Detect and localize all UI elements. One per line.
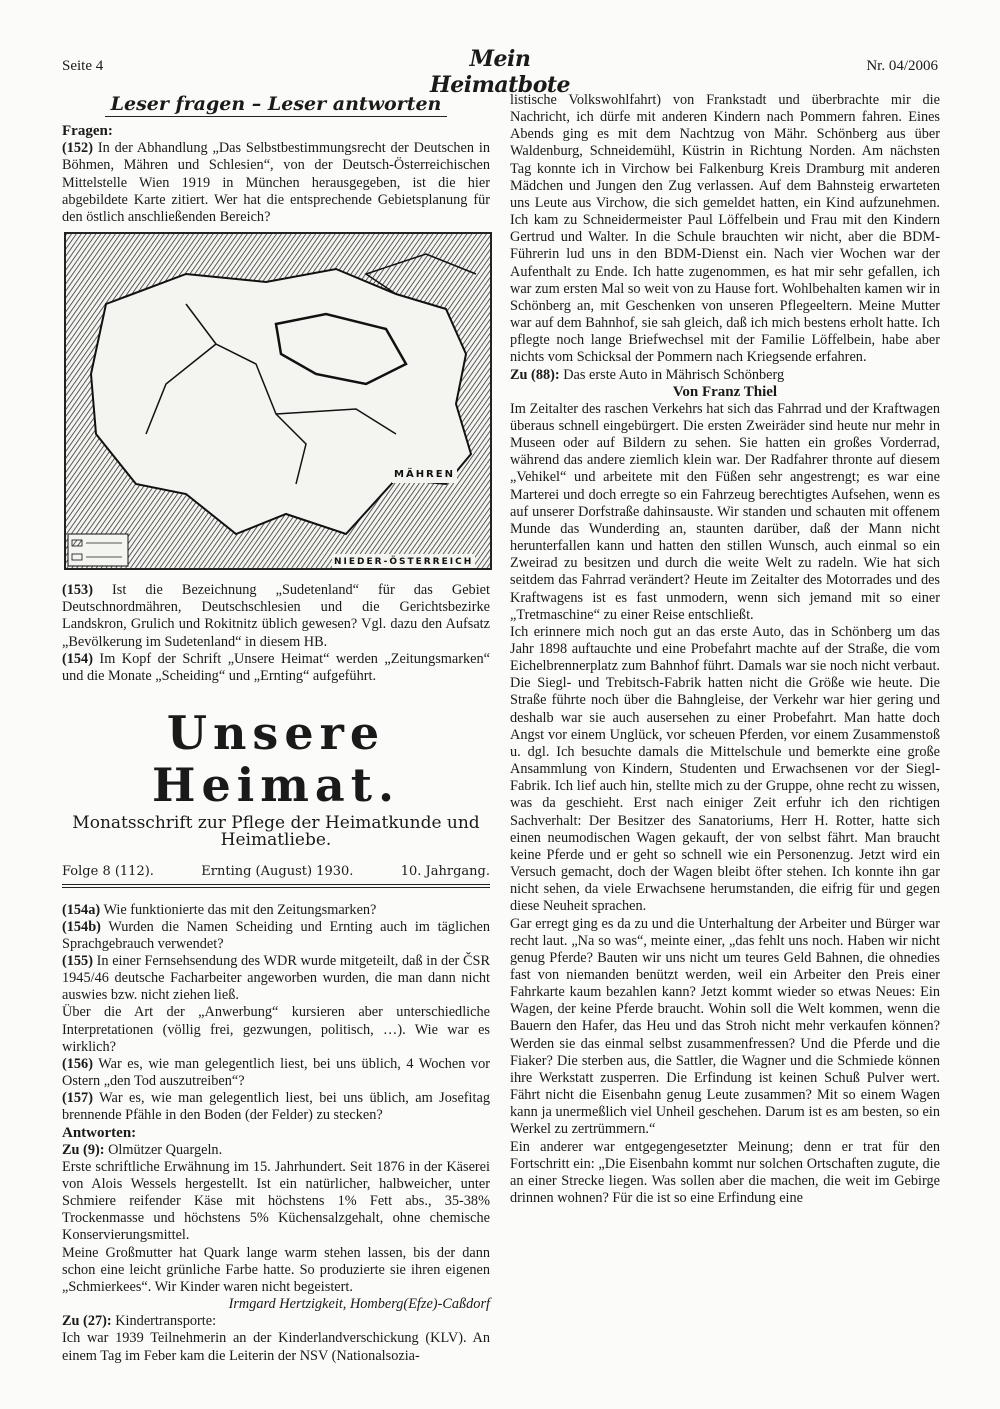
masthead-title: Unsere Heimat. [152, 706, 400, 813]
article-byline: Von Franz Thiel [672, 383, 778, 400]
map-label-niederoesterreich: NIEDER-ÖSTERREICH [332, 554, 475, 570]
historical-map [64, 232, 492, 570]
answer-27-continued: listische Volkswohlfahrt) von Frankstadt und überbrachte mir die Nachricht, ich dürfe mit anderen Kindern nach Pommern fahren. Eines Abends ging es mit dem Nachtzug von Mähr. Schönberg aus über Waldenburg, Schneidemühl, Küstrin in Richtung Norden. Am nächsten Tag konnte ich in Virchow bei Falkenburg Kreis Dramburg mit anderen Mädchen und Jungen den Zug verlassen. Auf dem Bahnsteig erwarteten uns Leute aus Virchow, die sich gemeldet hatten, ein Kind aufzunehmen. Ich kam zu Schneidermeister Paul Löffelbein und Frau mit den Kindern Gertrud und Walter. In die Schule brauchten wir nicht, aber die BDM-Führerin lud uns in den BDM-Dienst ein. Nach vier Wochen war der Aufenthalt zu Ende. Ich hatte zugenommen, es hat mir sehr gefallen, ich war zum ersten Mal so weit von zu Hause fort. Wohlbehalten kamen wir in Schönberg an, mit Geschenken von unseren Pflegeeltern. Meine Mutter war auf dem Bahnhof, sie sah gleich, daß ich mich bestens erholt hatte. Ich pflegte noch lange Briefwechsel mit der Familie Löffelbein, habe aber nichts vom Schicksal der Pommern nach Kriegsende erfahren. [510, 92, 940, 366]
answer-9-text: Erste schriftliche Erwähnung im 15. Jahrhundert. Seit 1876 in der Käserei von Alois Wessels hergestellt. Ist ein natürlicher, halbweicher, unter Schmiere reifender Käse mit höchstens 1% Fett abs., 35-38% Trockenmasse und höchstens 5% Küchensalzgehalt, ohne chemische Konservierungsmittel. [62, 1158, 490, 1244]
question-155: (155) In einer Fernsehsendung des WDR wurde mitgeteilt, daß in der ČSR 1945/46 deutsche Facharbeiter angeworben wurden, die man dann nicht auswies bzw. nicht ziehen ließ. [62, 952, 490, 1004]
question-154: (154) Im Kopf der Schrift „Unsere Heimat“ werden „Zeitungsmarken“ und die Monate „Scheiding“ und „Ernting“ aufgeführt. [62, 650, 490, 684]
article-paragraph-4: Ein anderer war entgegengesetzter Meinung; denn er trat für den Fortschritt ein: „Die Eisenbahn kommt nur solchen Ortschaften zugute, die an einer Strecke liegen. Was sollen aber die machen, die weit im Gebirge drinnen wohnen? Für die ist so eine Erfindung eine [510, 1138, 940, 1206]
map-label-maehren: MÄHREN [392, 466, 457, 483]
masthead-logo: Mein Heimatbote [429, 46, 571, 98]
article-paragraph-1: Im Zeitalter des raschen Verkehrs hat sich das Fahrrad und der Kraftwagen überaus schnell eingebürgert. Die ersten Zweiräder sind heute nur mehr in Museen oder auf Bildern zu sehen. Sie hatten ein großes Vorderrad, während das andere ziemlich klein war. Der Radfahrer thronte auf diesem „Vehikel“ und arbeitete mit den Füßen sehr angestrengt; es war eine Marterei und doch erregte so ein Fahrzeug berechtigtes Aufsehen, wenn es auf unserer Dorfstraße dahinsauste. Wir standen und schauten mit offenem Munde das Wunderding an, staunten darüber, daß der Mann nicht herunterfallen kann und hatten den stillen Wunsch, auch einmal so ein Zweirad zu besitzen und durch die weite Welt zu radeln. Wie hat sich seitdem das Fahrrad verändert? Heute im Zeitalter des Motorrades und des Kraftwagens ist es fast unmodern, wenn sich jemand mit so einer „Tretmaschine“ zu einer Reise entschließt. [510, 400, 940, 623]
question-157: (157) War es, wie man gelegentlich liest, bei uns üblich, am Josefitag brennende Pfähle in den Boden (der Felder) zu stecken? [62, 1090, 490, 1124]
question-154b: (154b) Wurden die Namen Scheiding und Ernting auch im täglichen Sprachgebrauch verwendet? [62, 918, 490, 952]
unsere-heimat-masthead [62, 707, 490, 887]
question-152: (152) In der Abhandlung „Das Selbstbestimmungsrecht der Deutschen in Böhmen, Mähren und Schlesien“, von der Deutsch-Österreichischen Mittelstelle Wien 1919 in München herausgegeben, ist die hier abgebildete Karte zitiert. Wer hat die entsprechende Gebietsplanung für den östlich anschließenden Bereich? [62, 140, 490, 225]
masthead-rule [62, 887, 490, 888]
answers-heading: Antworten: [62, 1124, 137, 1141]
right-column [510, 92, 940, 1207]
section-title: Leser fragen – Leser antworten [62, 96, 490, 113]
question-154a: (154a) Wie funktionierte das mit den Zeitungsmarken? [62, 901, 377, 918]
answer-9-signature: Irmgard Hertzigkeit, Homberg(Efze)-Caßdorf [228, 1296, 490, 1313]
answer-88-title: Zu (88): Das erste Auto in Mährisch Schönberg [510, 366, 785, 383]
questions-heading: Fragen: [62, 123, 113, 140]
answer-27-text: Ich war 1939 Teilnehmerin an der Kinderlandverschickung (KLV). An einem Tag im Feber kam die Leiterin der NSV (Nationalsozia- [62, 1330, 490, 1364]
masthead-meta [62, 863, 490, 884]
masthead-year: 10. Jahrgang. [400, 864, 490, 880]
question-156: (156) War es, wie man gelegentlich liest, bei uns üblich, 4 Wochen vor Ostern „den Tod auszutreiben“? [62, 1055, 490, 1090]
article-paragraph-3: Gar erregt ging es da zu und die Unterhaltung der Arbeiter und Bürger war recht laut. „Na so was“, meinte einer, „das fehlt uns noch. Haben wir nicht genug Pferde? Bauten wir uns nicht um teures Geld Bahnen, die ohnedies fast von niemanden benützt werden, weil ein Arbeiter den Preis einer Fahrkarte kaum bezahlen kann? Jetzt kommt wieder so etwas Neues: Ein Wagen, der keine Pferde braucht. Wohin soll die Welt kommen, wenn die Bauern den Hafer, das Heu und das Stroh nicht mehr verkaufen können? Werden sie das einmal selbst zusammenfressen? Und die Pferde und die Fiaker? Die sterben aus, die Sattler, die Wagner und die Schmiede können ihre Werkstatt zusperren. Die Erfindung ist keinen Schuß Pulver wert. Fährt nicht die Eisenbahn genug Leute zusammen? Mit so einem Wagen kann ja unermeßlich viel Unheil geschehen. Darum ist es am besten, so ein Werkel zu zertrümmern.“ [510, 915, 940, 1138]
issue-number: Nr. 04/2006 [866, 58, 938, 74]
map-drawing [66, 234, 490, 568]
question-155-continued: Über die Art der „Anwerbung“ kursieren aber unterschiedliche Interpretationen (völlig frei, gezwungen, politisch, …). Wie war es wirklich? [62, 1004, 490, 1055]
masthead-month: Ernting (August) 1930. [201, 864, 354, 880]
page-number: Seite 4 [62, 58, 104, 74]
answer-9-title: Zu (9): Olmützer Quargeln. [62, 1141, 223, 1158]
left-column [62, 92, 490, 1365]
answer-9-text-continued: Meine Großmutter hat Quark lange warm stehen lassen, bis der dann schon eine leicht grünliche Farbe hatte. So produzierte sie ihren eigenen „Schmierkees“. Wir Kinder waren nicht begeistert. [62, 1244, 490, 1295]
question-153: (153) Ist die Bezeichnung „Sudetenland“ für das Gebiet Deutschnordmähren, Deutschschlesien und die Gerichtsbezirke Landskron, Grulich und Rokitnitz üblich gewesen? Vgl. dazu den Aufsatz „Bevölkerung im Sudetenland“ in diesem HB. [62, 582, 490, 650]
masthead-subtitle: Monatsschrift zur Pflege der Heimatkunde und Heimatliebe. [72, 813, 480, 851]
masthead-folge: Folge 8 (112). [62, 864, 154, 880]
answer-27-title: Zu (27): Kindertransporte: [62, 1313, 217, 1330]
article-paragraph-2: Ich erinnere mich noch gut an das erste Auto, das in Schönberg um das Jahr 1898 auftauchte und eine Probefahrt machte auf der Straße, die vom Eichelbrennerplatz zum Bahnhof führt. Damals war sie noch nicht verbaut. Die Siegl- und Trebitsch-Fabrik hatten nicht die Größe wie heute. Die Straße führte noch über die Bahngleise, der Verkehr war hier gering und deshalb war sie auch ausersehen zu einer Probefahrt. Man hatte doch Angst vor einem Unglück, vor scheuen Pferden, vor einem Zusammenstoß u. dgl. Ich besuchte damals die Mittelschule und bemerkte eine große Ansammlung von Kindern, Studenten und Erwachsenen vor der Siegl-Fabrik. Ich lief auch hin, stellte mich zu der Gruppe, ohne recht zu wissen, was da geschieht. Erst nach einiger Zeit erfuhr ich den richtigen Sachverhalt: Der Besitzer des Sanatoriums, Herr H. Rotter, hatte sich einen neumodischen Wagen gekauft, der von selbst fährt. Man braucht keine Pferde und er geht so schnell wie ein Personenzug. Jetzt wird ein Versuch gemacht, doch der Wagen bleibt öfter stehen. Ich konnte ihn gar nicht sehen, da viele Erwachsene herumstanden, die eifrig für und gegen diese Neuheit sprachen. [510, 623, 940, 915]
